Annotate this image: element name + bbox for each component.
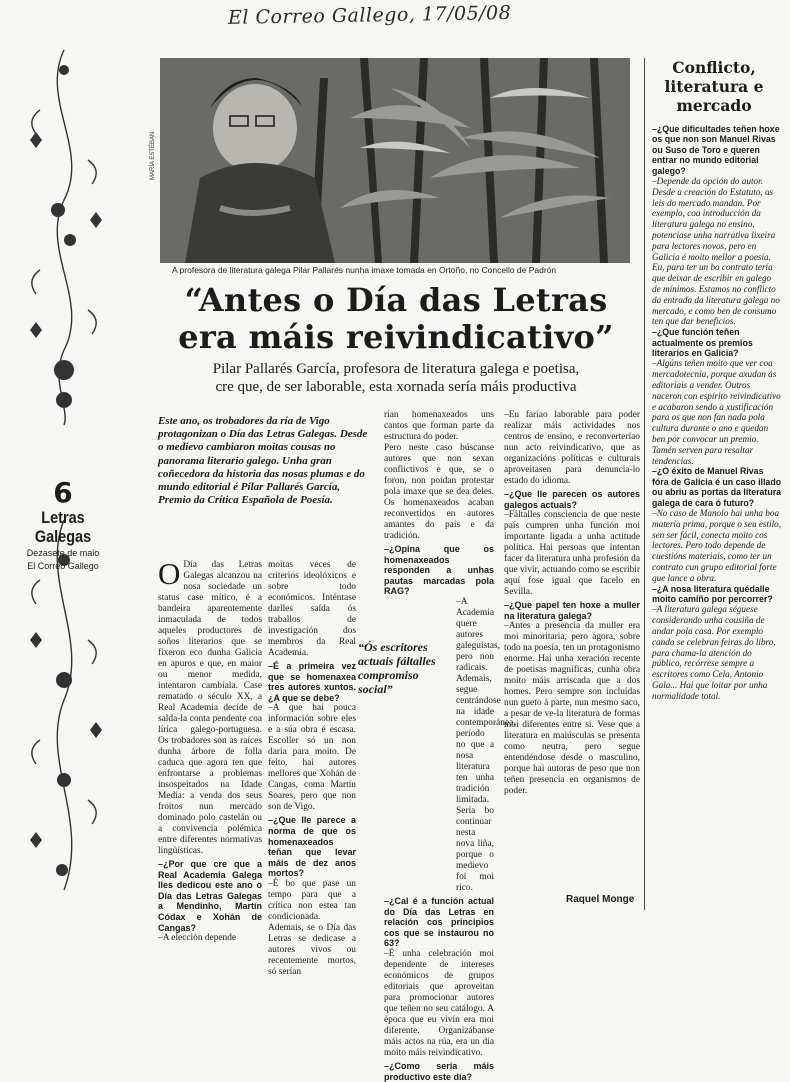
question: –¿O éxito de Manuel Rivas fóra de Galicia é un caso illado ou abriu as portas da literatura galega de cara ó futuro? (652, 466, 782, 508)
answer: –É unha celebración moi dependente de intereses económicos de grupos editoriais que aproveitan para promocionar autores que teñen no seu catálogo. A época que eu vivín era moi diferente. Organizábanse máis actos na rúa, era un día moito máis reivindicativo. (384, 948, 494, 1058)
portrait-photo (160, 58, 630, 263)
answer: –Eu faríao laborable para poder realizar máis actividades nos centros de ensino, e reconverteríao nun acto reivindicativo, que as organizacións políticas e culturais aproveitasen para denuncia-lo estado do idioma. (504, 410, 640, 486)
handwritten-source-note: El Correo Gallego, 17/05/08 (227, 1, 512, 29)
question: –¿Como sería máis productivo este día? (384, 1060, 494, 1082)
letras-galegas-badge (8, 478, 118, 572)
answer: –Fáltalles consciencia de que neste país cumpren unha función moi importante ligada a unha actitude política. Hai persoas que intentan facer da literatura unha profesión da que vivir, actuando como se escribir aquí fose igual que facelo en Sevilla. (504, 510, 640, 598)
section-title-line1: Letras (41, 508, 85, 527)
sidebar-article-body (652, 124, 782, 702)
deck (150, 360, 642, 396)
decorative-sidebar (0, 40, 118, 916)
section-subtitle-line1: Dezasete de maio (26, 548, 100, 558)
question: –¿Opina que os homenaxeados responden a unhas pautas marcadas pola RAG? (384, 544, 494, 597)
author-signature: Raquel Monge (566, 894, 635, 905)
sidebar-title-line1: Conflicto, (672, 58, 756, 77)
answer: –Depende da opción do autor. Desde a creación do Estatuto, as leis do mercado mandan. Por exemplo, coa introducción da literatura galega no ensino, potenciase unha narrativa lixeira para lectores novos, pero en Galicia é moito mellor a poesía. Eu, para ter un bo contrato tería que deixar de escribir en galego de mínimos. Estamos no conflicto da entrada da literatura galega no mercado, e como ben de consumo ten que dar beneficios. (652, 176, 780, 327)
answer: –No caso de Manolo hai unha boa materia prima, porque o seu estilo, sen ser fácil, conecta moito cos lectores. Pero todo depende de cuestións materiais, como ter un contrato cun grupo editorial forte que lance a obra. (652, 508, 782, 583)
body-col1-text: Día das Letras Galegas alcanzou na nosa sociedade un status case mítico, é a bandeira aparentemente inmaculada de todos aqueles productores de soños literarios que se fixeron eco dunha Galicia en apuros e que, en maior ou menor medida, intentaron cambiala. Case rematado o século XX, a Real Academia decide de salda-la conta pendente coa lírica galego-portuguesa. Os trobadores son as raíces dunha árbore de folla caduca que agora ten que enfrontarse a problemas insospeitados na Idade Media: a venda dos seus froitos nun mercado dominado polo castelán ou a convivencia polémica entre diferentes normativas lingüísticas. (158, 560, 262, 856)
question: –¿Por que cre que a Real Academia Galega lles dedicou este ano o Día das Letras Galegas a Mendinho, Martín Códax e Xohán de Cangas? (158, 859, 262, 933)
deck-line2: cre que, de ser laborable, esta xornada sería máis productiva (215, 379, 577, 395)
answer: –A Academia quere autores galeguistas, pero non radicais. Ademais, segue centrándose na idade contemporánea, período no que a nosa literatura ten unha tradición limitada. Sería bo continuar nesta nova liña, porque o medievo foi moi rico. (456, 596, 516, 893)
sidebar-article-title (648, 58, 780, 115)
photo-credit: MARÍA ESTÉBAN (150, 131, 156, 180)
deck-line1: Pilar Pallarés García, profesora de literatura galega e poetisa, (212, 361, 580, 377)
section-title-line2: Galegas (34, 527, 92, 546)
column-divider (644, 58, 645, 910)
headline (150, 282, 642, 356)
answer: –A que hai pouca información sobre eles e a súa obra é escasa. Escoller só un non daría para moito. De feito, hai autores mellores que Xohán de Cangas, coma Martín Soares, pero que non son de Vigo. (268, 703, 356, 813)
pull-quote: “Ós escritores actuais fáltalles compromiso social” (358, 640, 436, 696)
question: –¿Que lle parecen os autores galegos actuais? (504, 489, 640, 510)
section-subtitle-line2: El Correo Gallego (27, 561, 99, 571)
answer: –Algúns teñen moito que ver coa mercadotecnia, porque axudan ás editoriais a vender. Outros naceron con espírito reivindicativo e acabaron sendo a xustificación para os que non fan nada pola cultura durante o ano e quedan ben por convocar un premio. Tamén serven para resaltar tendencias. (652, 358, 781, 466)
answer: –A literatura galega séguese considerando unha cousiña de andar pola casa. Por exemplo cando se celebran feiras do libro, para chama-la atención do público, recórrese sempre a escritores como Cela, Antonio Gala... Hai que loitar por unha normalidade total. (652, 604, 776, 701)
lead-paragraph: Este ano, os trobadores da ría de Vigo protagonizan o Día das Letras Galegas. Desde o medievo cambiaron moitas cousas no panorama literario galego. Unha gran coñecedora da historia das nosas plumas e do mundo editorial é Pilar Pallarés García, Premio da Crítica Española de Poesía. (158, 415, 368, 507)
answer: –A elección depende (158, 933, 237, 944)
body-column-1 (158, 556, 262, 944)
answer: –É bo que pase un tempo para que a crítica non estea tan condicionada. Ademais, se o Día das Letras se dedicase a autores vivos ou recentemente mortos, só serían (268, 878, 356, 977)
section-number: 6 (53, 476, 73, 509)
headline-line2: era máis reivindicativo” (178, 318, 614, 356)
body-col3-text2: Pero neste caso búscanse autores que non sexan conflictivos e que, se o foron, non poidan protestar pola imaxe que se dea deles. Os homenaxeados acaban reconvertidos en autores amantes do país e da tradición. (384, 443, 494, 541)
body-column-4 (504, 410, 640, 797)
sidebar-title-line2: literatura e (664, 77, 764, 96)
sidebar-title-line3: mercado (676, 96, 752, 115)
headline-line1: “Antes o Día das Letras (184, 281, 608, 319)
question: –¿Que función teñen actualmente os premios literarios en Galicia? (652, 327, 753, 358)
body-col2-text: moitas veces de criterios ideolóxicos e sobre todo económicos. Inténtase darlles saída ós traballos de investigación dos membros da Real Academia. (268, 560, 356, 658)
photo-caption: A profesora de literatura galega Pilar Pallarés nunha imaxe tomada en Ortoño, no Concello de Padrón (172, 265, 557, 275)
question: –¿A nosa literatura quédalle moito camiño por percorrer? (652, 583, 773, 604)
drop-cap: O (158, 556, 181, 591)
question: –É a primeira vez que se homenaxea tres autores xuntos. ¿A que se debe? (268, 661, 356, 703)
question: –¿Que papel ten hoxe a muller na literatura galega? (504, 600, 640, 621)
body-column-2 (268, 560, 356, 978)
question: –¿Que lle parece a norma de que os homenaxeados teñan que levar máis de dez anos mortos? (268, 815, 356, 879)
answer: –Antes a presencia da muller era moi minoritaria, pero agora, sobre todo na poesía, ten un protagonismo enorme. Hai unha xeración recente de poetisas magníficas, cunha obra moito máis arriscada que a dos homes. Pero sempre son incluídas nun gueto á parte, nun mesmo saco, a pesar de ve-la literatura de formas moi diferentes entre si. Vese que a literatura en maiúsculas se presenta como neutra, pero segue entendéndose desde o masculino, porque hai autoras de peso que non teñen presencia en organismos de poder. (504, 621, 640, 797)
body-column-3 (384, 410, 516, 1082)
cornfield-portrait-image (160, 58, 630, 263)
body-col3-text: rían homenaxeados uns cantos que forman parte da estructura do poder. (384, 410, 494, 442)
question: –¿Que dificultades teñen hoxe os que non son Manuel Rivas ou Suso de Toro e queren entrar no mundo editorial galego? (652, 124, 780, 176)
question: –¿Cal é a función actual do Día das Letras en relación cos principios cos que se instaurou no 63? (384, 895, 494, 949)
